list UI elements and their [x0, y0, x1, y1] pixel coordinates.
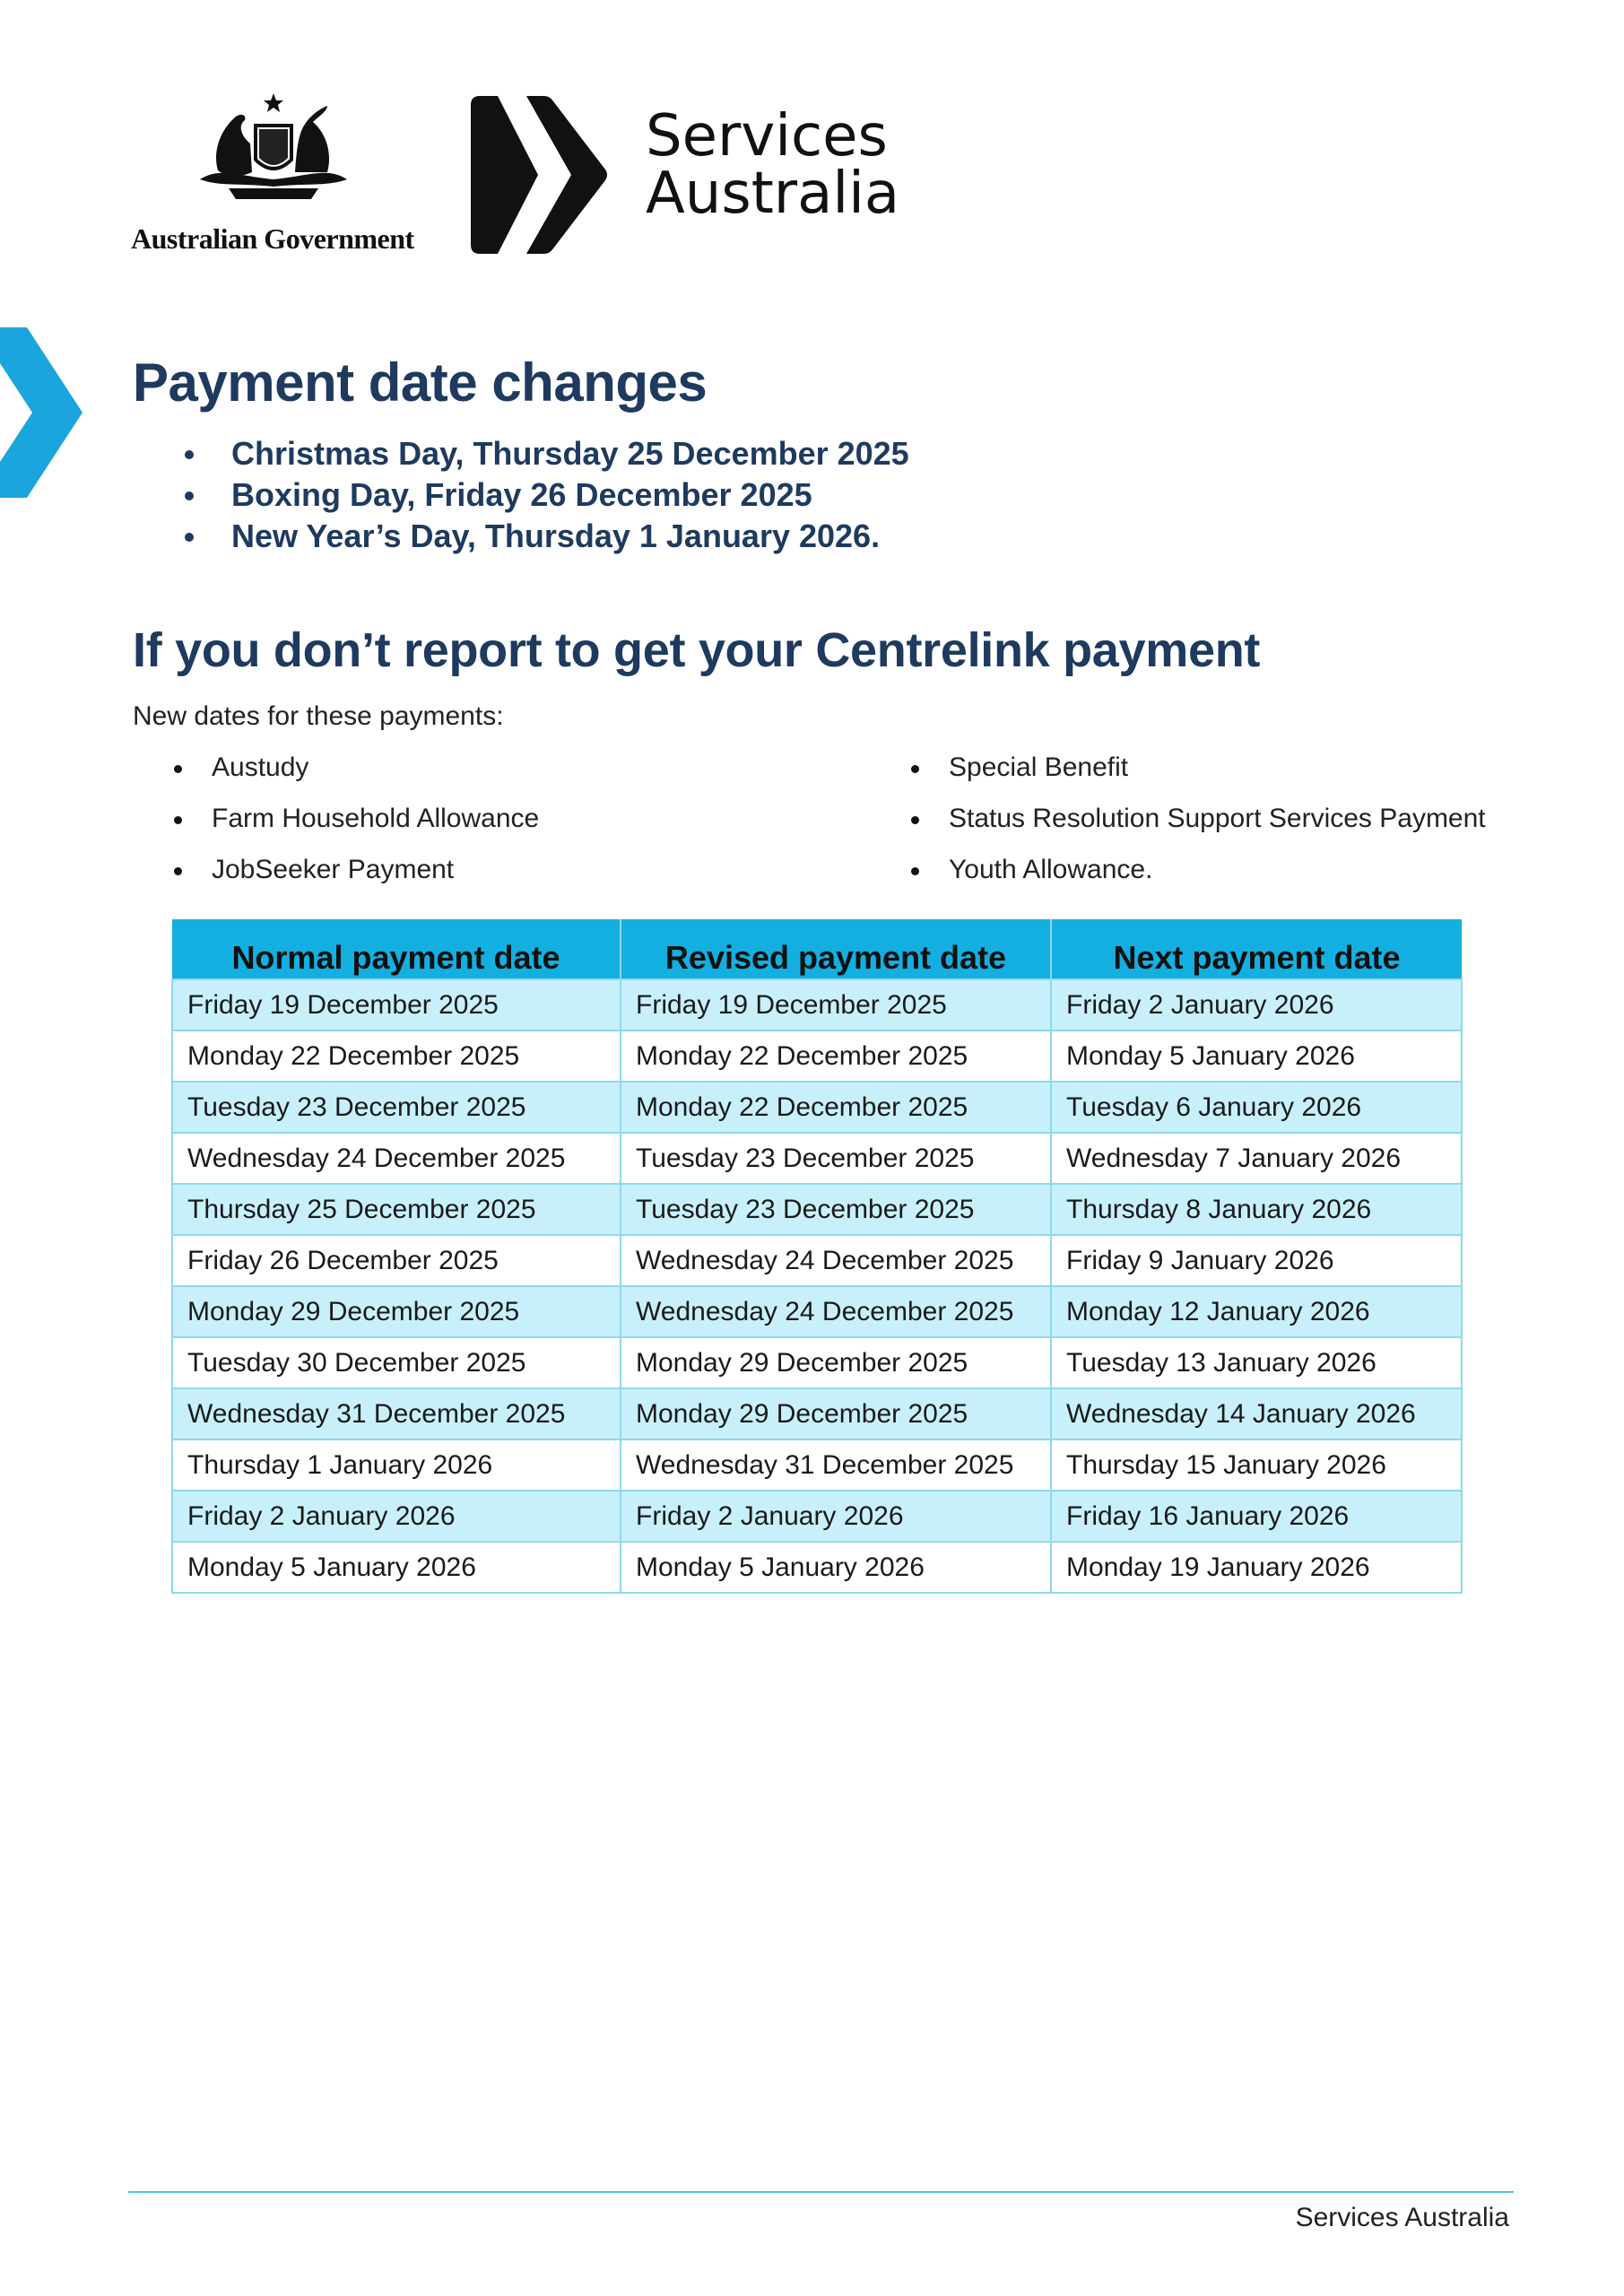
table-row	[172, 1388, 1462, 1439]
table-cell: Monday 29 December 2025	[621, 1388, 1051, 1439]
payment-item: Farm Household Allowance	[170, 796, 539, 848]
payment-item: JobSeeker Payment	[170, 848, 539, 899]
table-cell: Wednesday 14 January 2026	[1051, 1388, 1462, 1439]
table-cell: Friday 19 December 2025	[621, 979, 1051, 1031]
table-cell: Monday 19 January 2026	[1051, 1542, 1462, 1593]
table-cell: Friday 2 January 2026	[1051, 979, 1462, 1031]
table-row	[172, 1337, 1462, 1388]
table-header-row	[172, 919, 1462, 979]
table-row	[172, 1491, 1462, 1542]
agency-name-line2: Australia	[646, 161, 900, 227]
table-cell: Monday 5 January 2026	[1051, 1031, 1462, 1082]
table-cell: Tuesday 23 December 2025	[621, 1133, 1051, 1184]
table-cell: Monday 12 January 2026	[1051, 1286, 1462, 1337]
header	[126, 90, 933, 260]
table-cell: Thursday 1 January 2026	[172, 1439, 621, 1491]
table-cell: Thursday 8 January 2026	[1051, 1184, 1462, 1235]
table-cell: Tuesday 30 December 2025	[172, 1337, 621, 1388]
table-cell: Monday 5 January 2026	[621, 1542, 1051, 1593]
agency-name-line1: Services	[646, 103, 888, 170]
table-cell: Monday 29 December 2025	[172, 1286, 621, 1337]
payment-item: Status Resolution Support Services Payment	[908, 796, 1486, 848]
table-cell: Wednesday 24 December 2025	[172, 1133, 621, 1184]
table-cell: Tuesday 6 January 2026	[1051, 1082, 1462, 1133]
page-title: Payment date changes	[133, 352, 708, 413]
table-cell: Tuesday 13 January 2026	[1051, 1337, 1462, 1388]
footer-text: Services Australia	[1295, 2203, 1509, 2232]
services-australia-logo-icon	[471, 96, 614, 254]
table-row	[172, 1031, 1462, 1082]
holiday-item: Christmas Day, Thursday 25 December 2025	[179, 433, 909, 474]
table-cell: Monday 29 December 2025	[621, 1337, 1051, 1388]
agency-name	[646, 103, 900, 227]
holiday-item: New Year’s Day, Thursday 1 January 2026.	[179, 516, 909, 557]
section-heading: If you don’t report to get your Centrelink payment	[133, 623, 1261, 677]
table-row	[172, 1286, 1462, 1337]
table-cell: Thursday 15 January 2026	[1051, 1439, 1462, 1491]
table-cell: Monday 22 December 2025	[621, 1082, 1051, 1133]
payment-list-right	[908, 745, 1486, 899]
table-cell: Thursday 25 December 2025	[172, 1184, 621, 1235]
payment-item: Austudy	[170, 745, 539, 796]
table-cell: Friday 19 December 2025	[172, 979, 621, 1031]
table-row	[172, 979, 1462, 1031]
holiday-list	[179, 433, 909, 557]
table-row	[172, 1133, 1462, 1184]
government-label: Australian Government	[131, 222, 414, 255]
table-cell: Friday 16 January 2026	[1051, 1491, 1462, 1542]
table-cell: Wednesday 7 January 2026	[1051, 1133, 1462, 1184]
table-cell: Wednesday 31 December 2025	[172, 1388, 621, 1439]
table-cell: Friday 26 December 2025	[172, 1235, 621, 1286]
footer-divider	[128, 2191, 1514, 2193]
coat-of-arms-icon	[193, 90, 354, 206]
table-cell: Tuesday 23 December 2025	[621, 1184, 1051, 1235]
table-cell: Friday 2 January 2026	[621, 1491, 1051, 1542]
table-row	[172, 1439, 1462, 1491]
table-cell: Monday 22 December 2025	[621, 1031, 1051, 1082]
holiday-item: Boxing Day, Friday 26 December 2025	[179, 474, 909, 516]
payment-list-left	[170, 745, 539, 899]
table-row	[172, 1235, 1462, 1286]
table-cell: Tuesday 23 December 2025	[172, 1082, 621, 1133]
header-next-date: Next payment date	[1051, 919, 1462, 979]
table-row	[172, 1184, 1462, 1235]
section-intro: New dates for these payments:	[133, 701, 504, 731]
header-normal-date: Normal payment date	[172, 919, 621, 979]
payment-item: Special Benefit	[908, 745, 1486, 796]
table-cell: Wednesday 24 December 2025	[621, 1235, 1051, 1286]
payment-dates-table	[171, 919, 1463, 1594]
table-body	[172, 979, 1462, 1593]
table-cell: Friday 2 January 2026	[172, 1491, 621, 1542]
table-row	[172, 1082, 1462, 1133]
table-cell: Wednesday 31 December 2025	[621, 1439, 1051, 1491]
table-cell: Wednesday 24 December 2025	[621, 1286, 1051, 1337]
table-cell: Friday 9 January 2026	[1051, 1235, 1462, 1286]
chevron-accent-icon	[0, 327, 83, 498]
table-cell: Monday 5 January 2026	[172, 1542, 621, 1593]
australian-government-logo	[126, 90, 430, 260]
payment-item: Youth Allowance.	[908, 848, 1486, 899]
table-cell: Monday 22 December 2025	[172, 1031, 621, 1082]
header-revised-date: Revised payment date	[621, 919, 1051, 979]
table-row	[172, 1542, 1462, 1593]
